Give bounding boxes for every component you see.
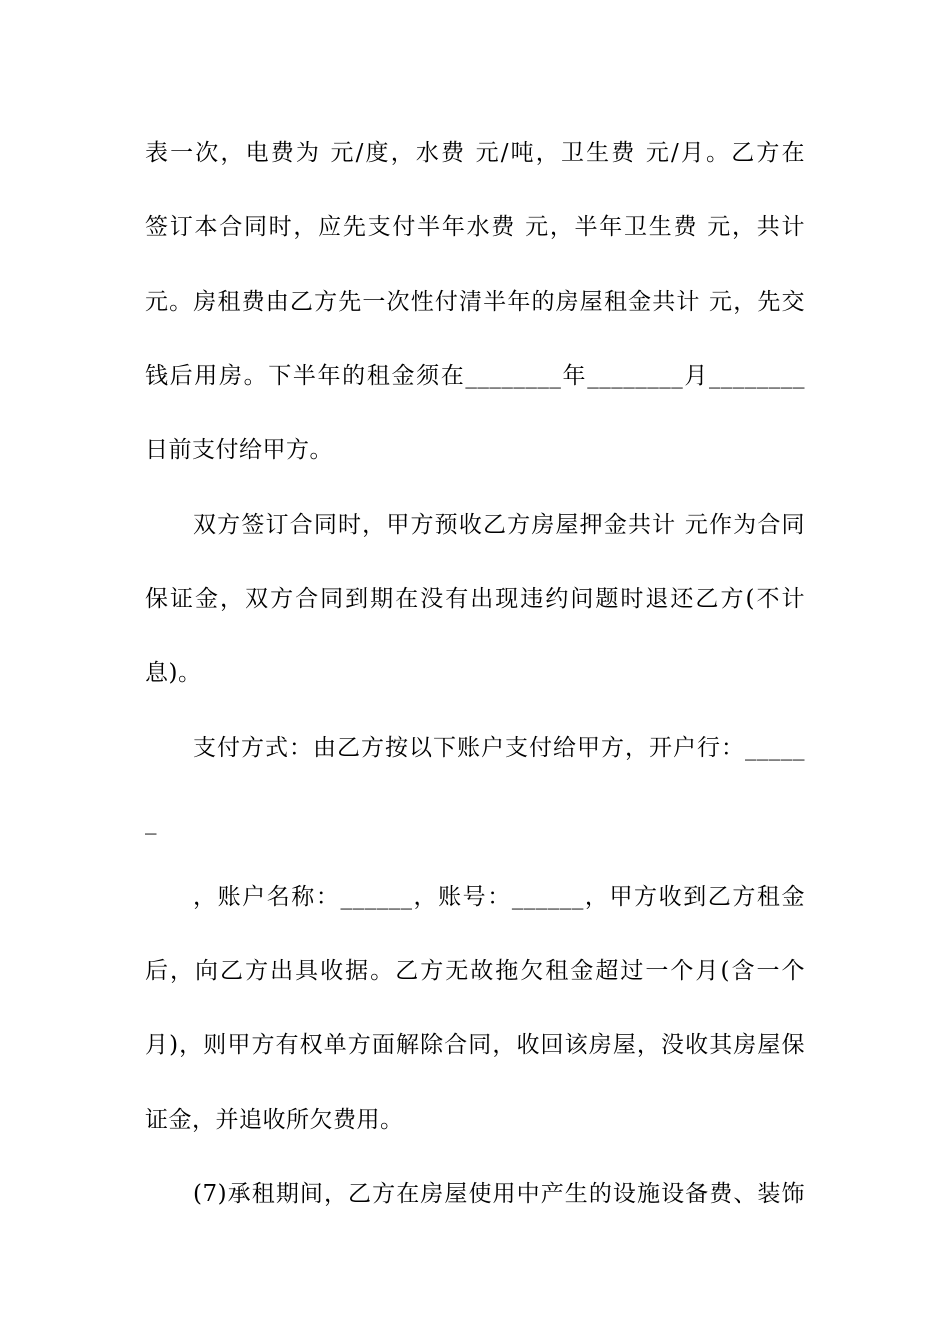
paragraph-first-line: 支付方式：由乙方按以下账户支付给甲方，开户行：_____ xyxy=(193,735,805,761)
text-line: 日前支付给甲方。 xyxy=(145,437,333,463)
text-line: 保证金，双方合同到期在没有出现违约问题时退还乙方(不计 xyxy=(145,586,805,612)
paragraph-first-line: ，账户名称：______，账号：______，甲方收到乙方租金 xyxy=(193,884,805,910)
text-line: 息)。 xyxy=(145,660,202,686)
text-line: 后，向乙方出具收据。乙方无故拖欠租金超过一个月(含一个 xyxy=(145,958,805,984)
text-line: 证金，并追收所欠费用。 xyxy=(145,1107,404,1133)
paragraph-first-line: (7)承租期间，乙方在房屋使用中产生的设施设备费、装饰 xyxy=(193,1181,805,1207)
text-line: 月)，则甲方有权单方面解除合同，收回该房屋，没收其房屋保 xyxy=(145,1032,805,1058)
text-line: 钱后用房。下半年的租金须在________年________月________ xyxy=(145,363,805,389)
text-line: 表一次，电费为 元/度，水费 元/吨，卫生费 元/月。乙方在 xyxy=(145,140,805,166)
paragraph-first-line: 双方签订合同时，甲方预收乙方房屋押金共计 元作为合同 xyxy=(193,512,805,538)
text-line: _ xyxy=(145,809,157,835)
text-line: 签订本合同时，应先支付半年水费 元，半年卫生费 元，共计 xyxy=(145,214,805,240)
text-line: 元。房租费由乙方先一次性付清半年的房屋租金共计 元，先交 xyxy=(145,289,805,315)
